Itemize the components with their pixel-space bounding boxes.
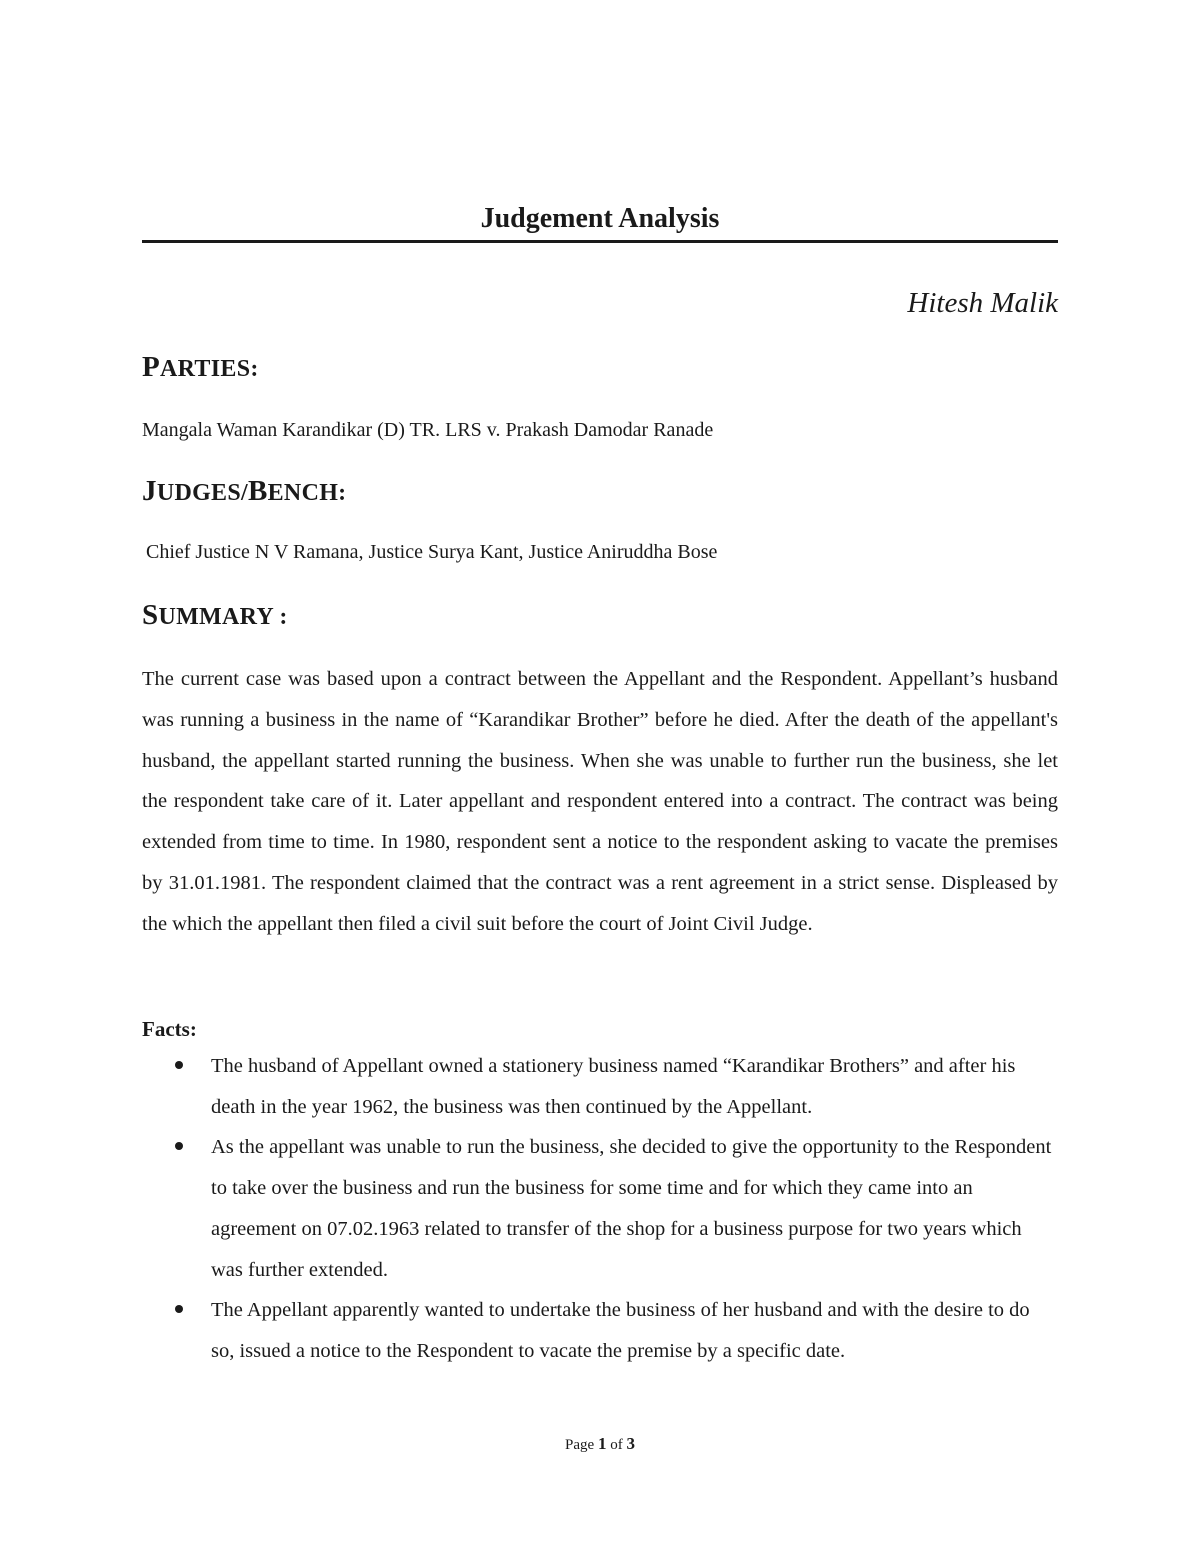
footer-page-word: Page (565, 1437, 595, 1453)
facts-list-item (142, 1046, 1056, 1127)
footer-current-page: 1 (597, 1434, 607, 1453)
facts-item-text: The husband of Appellant owned a stationery business named “Karandikar Brothers” and after his death in the year 1962, the business was then continued by the Appellant. (211, 1055, 1016, 1118)
summary-paragraph: The current case was based upon a contract between the Appellant and the Respondent. Appellant’s husband was running a business in the name of “Karandikar Brother” before he died. After the death of the appellant's husband, the appellant started running the business. When she was unable to further run the business, she let the respondent take care of it. Later appellant and respondent entered into a contract. The contract was being extended from time to time. In 1980, respondent sent a notice to the respondent asking to vacate the premises by 31.01.1981. The respondent claimed that the contract was a rent agreement in a strict sense. Displeased by the which the appellant then filed a civil suit before the court of Joint Civil Judge. (142, 668, 1058, 935)
bullet-icon (175, 1142, 183, 1150)
parties-heading-rest: ARTIES: (160, 356, 259, 382)
facts-item-text: As the appellant was unable to run the business, she decided to give the opportunity to the Respondent to take over the business and run the business for some time and for which they came into an agreement on 07.02.1963 related to transfer of the shop for a business purpose for two years which was further extended. (211, 1136, 1052, 1281)
facts-item-text: The Appellant apparently wanted to undertake the business of her husband and with the desire to do so, issued a notice to the Respondent to vacate the premise by a specific date. (211, 1299, 1030, 1362)
parties-heading-cap: P (142, 351, 161, 383)
judges-bench-heading (142, 476, 346, 508)
judges-heading-rest: UDGES/ (156, 480, 248, 506)
parties-heading (142, 352, 259, 384)
judges-heading-cap-b: B (247, 475, 268, 507)
parties-text: Mangala Waman Karandikar (D) TR. LRS v. Prakash Damodar Ranade (142, 419, 714, 441)
facts-list-item (142, 1290, 1056, 1371)
document-title: Judgement Analysis (480, 203, 720, 234)
footer-of-word: of (610, 1437, 623, 1453)
title-underline-rule (142, 240, 1058, 243)
bench-heading-rest: ENCH: (267, 480, 347, 506)
summary-heading-cap: S (142, 599, 159, 631)
judges-heading-cap-j: J (142, 475, 157, 507)
author-name: Hitesh Malik (907, 287, 1058, 319)
bullet-icon (175, 1305, 183, 1313)
judges-text: Chief Justice N V Ramana, Justice Surya Kant, Justice Aniruddha Bose (146, 541, 718, 563)
facts-list (142, 1046, 1058, 1372)
summary-heading-rest: UMMARY : (158, 604, 288, 630)
facts-heading: Facts: (142, 1017, 197, 1041)
summary-heading (142, 600, 288, 632)
facts-list-item (142, 1127, 1056, 1290)
page-number-footer (0, 1432, 1200, 1457)
footer-total-pages: 3 (626, 1434, 635, 1453)
bullet-icon (175, 1061, 183, 1069)
